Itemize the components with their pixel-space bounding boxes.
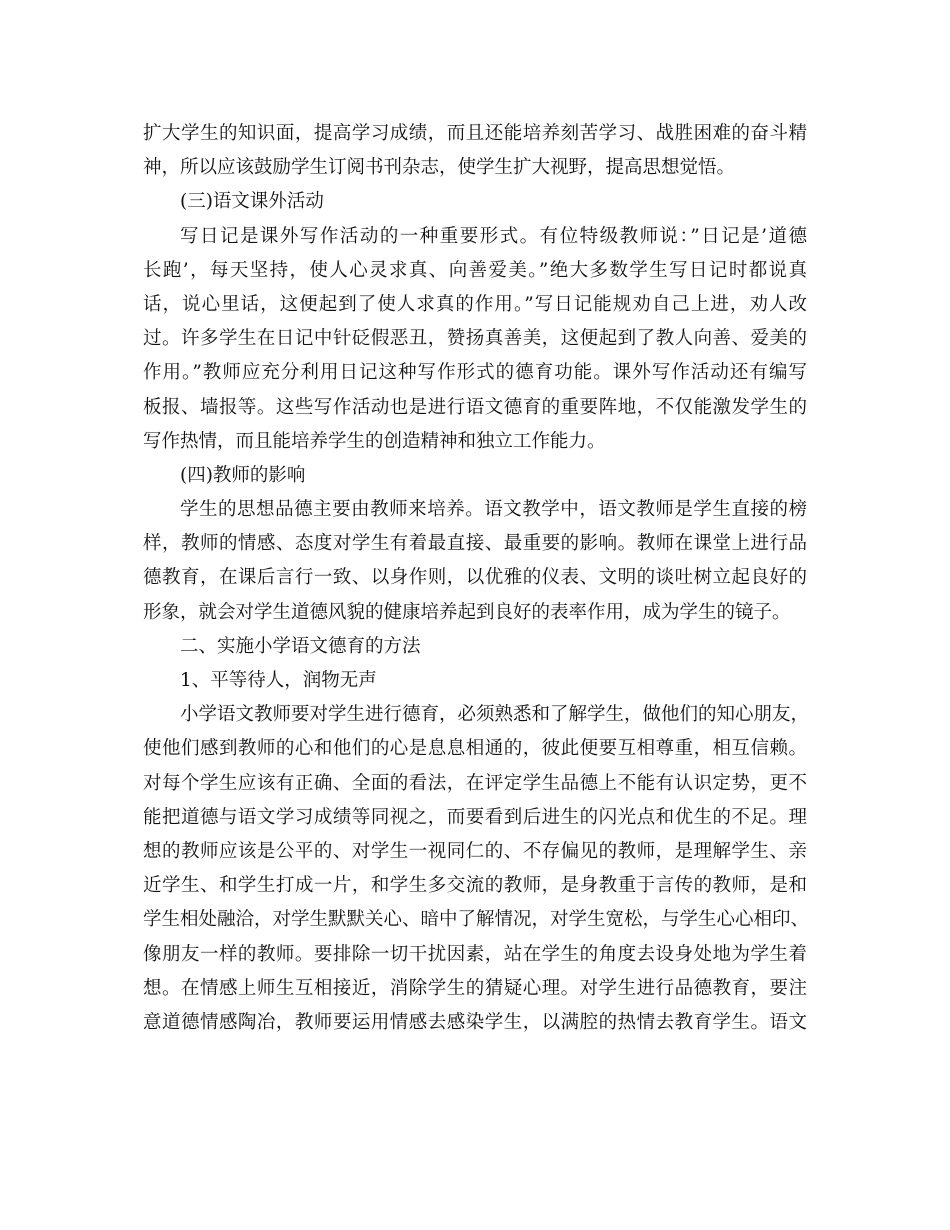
text-line: 想。在情感上师生互相接近，消除学生的猜疑心理。对学生进行品德教育，要注 bbox=[143, 977, 807, 999]
text-line: 板报、墙报等。这些写作活动也是进行语文德育的重要阵地，不仅能激发学生的 bbox=[143, 396, 807, 418]
text-line: 过。许多学生在日记中针砭假恶丑，赞扬真善美，这便起到了教人向善、爱美的 bbox=[143, 328, 807, 350]
text-line: 像朋友一样的教师。要排除一切干扰因素，站在学生的角度去设身处地为学生着 bbox=[143, 943, 807, 965]
text-line: 意道德情感陶冶，教师要运用情感去感染学生，以满腔的热情去教育学生。语文 bbox=[143, 1011, 807, 1033]
text-line: 扩大学生的知识面，提高学习成绩，而且还能培养刻苦学习、战胜困难的奋斗精 bbox=[143, 123, 807, 144]
text-line: 1、平等待人，润物无声 bbox=[180, 670, 377, 691]
text-line: 写日记是课外写作活动的一种重要形式。有位特级教师说：”日记是’道德 bbox=[180, 225, 807, 247]
text-line: 德教育，在课后言行一致、以身作则，以优雅的仪表、文明的谈吐树立起良好的 bbox=[143, 567, 807, 589]
text-line: 对每个学生应该有正确、全面的看法，在评定学生品德上不能有认识定势，更不 bbox=[143, 772, 807, 794]
text-line: 形象，就会对学生道德风貌的健康培养起到良好的表率作用，成为学生的镜子。 bbox=[143, 601, 791, 623]
text-line: 神，所以应该鼓励学生订阅书刊杂志，使学生扩大视野，提高思想觉悟。 bbox=[143, 157, 736, 179]
text-line: 想的教师应该是公平的、对学生一视同仁的、不存偏见的教师，是理解学生、亲 bbox=[143, 840, 807, 862]
text-line: (四)教师的影响 bbox=[180, 464, 306, 486]
text-line: 话，说心里话，这便起到了使人求真的作用。”写日记能规劝自己上进，劝人改 bbox=[143, 293, 807, 315]
text-line: 长跑’，每天坚持，使人心灵求真、向善爱美。”绝大多数学生写日记时都说真 bbox=[143, 259, 807, 281]
text-line: 小学语文教师要对学生进行德育，必须熟悉和了解学生，做他们的知心朋友， bbox=[180, 704, 810, 726]
text-line: 近学生、和学生打成一片，和学生多交流的教师，是身教重于言传的教师，是和 bbox=[143, 875, 807, 897]
document-body bbox=[143, 117, 810, 1040]
text-line: 使他们感到教师的心和他们的心是息息相通的，彼此便要互相尊重，相互信赖。 bbox=[143, 738, 807, 760]
text-line: 写作热情，而且能培养学生的创造精神和独立工作能力。 bbox=[143, 430, 606, 452]
text-line: 二、实施小学语文德育的方法 bbox=[180, 635, 421, 657]
text-line: 学生的思想品德主要由教师来培养。语文教学中，语文教师是学生直接的榜 bbox=[180, 499, 807, 521]
text-line: (三)语文课外活动 bbox=[180, 191, 324, 213]
text-line: 能把道德与语文学习成绩等同视之，而要看到后进生的闪光点和优生的不足。理 bbox=[143, 806, 807, 828]
text-line: 学生相处融洽，对学生默默关心、暗中了解情况，对学生宽松，与学生心心相印、 bbox=[143, 909, 810, 931]
text-line: 样，教师的情感、态度对学生有着最直接、最重要的影响。教师在课堂上进行品 bbox=[143, 533, 807, 555]
text-line: 作用。”教师应充分利用日记这种写作形式的德育功能。课外写作活动还有编写 bbox=[143, 362, 807, 384]
